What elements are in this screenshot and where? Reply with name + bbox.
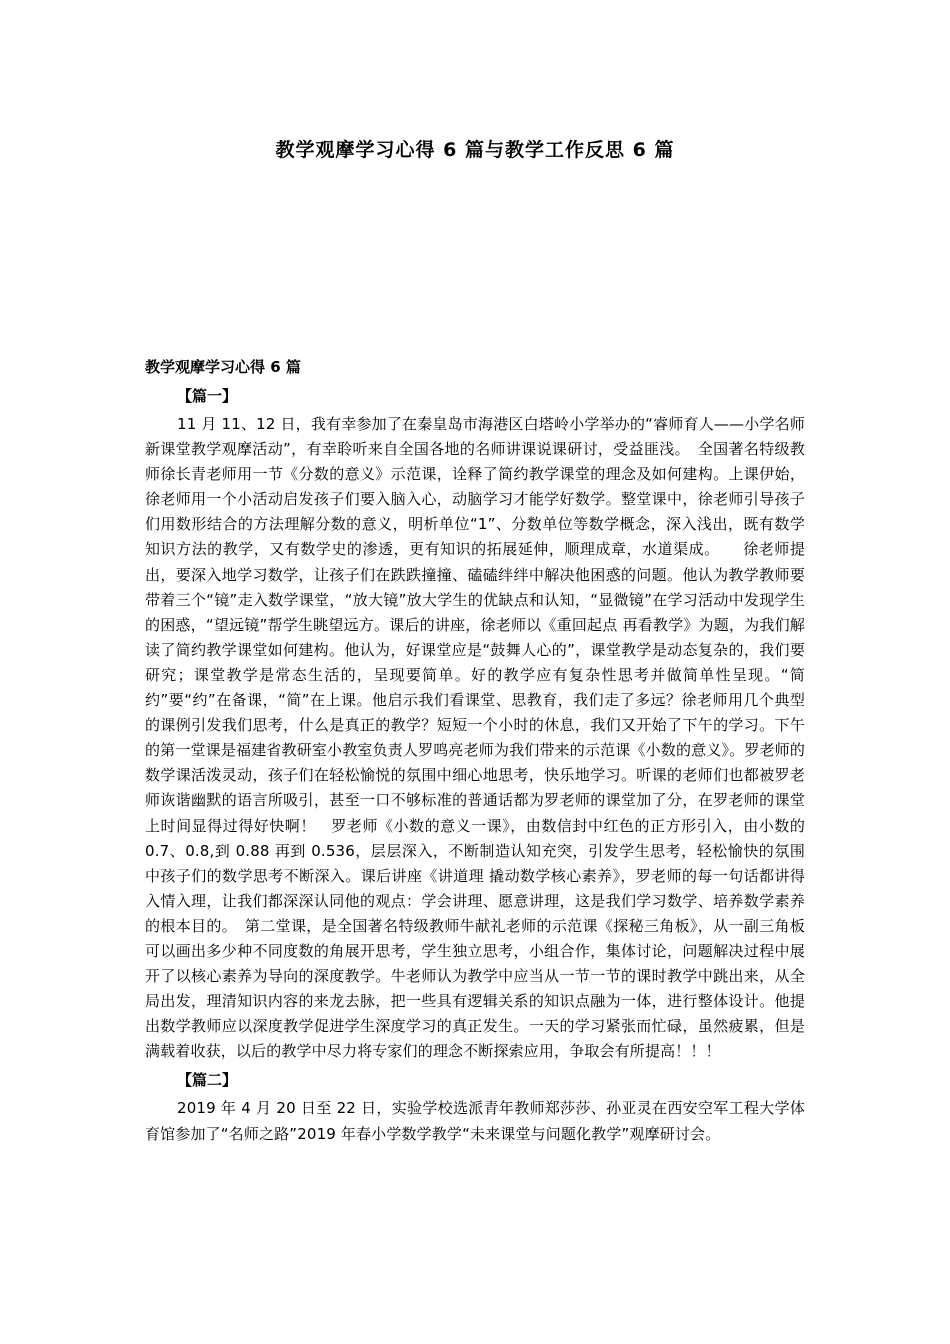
part-two bbox=[145, 1068, 805, 1146]
part-heading: 【篇一】 bbox=[177, 387, 238, 405]
part-paragraph: 2019 年 4 月 20 日至 22 日，实验学校选派青年教师郑莎莎、孙亚灵在西安空军工程大学体育馆参加了“名师之路”2019 年春小学数学教学“未来课堂与问题化教学”观摩研讨会。 bbox=[145, 1099, 805, 1143]
part-heading: 【篇二】 bbox=[177, 1071, 238, 1090]
document-title: 教学观摩学习心得 6 篇与教学工作反思 6 篇 bbox=[275, 139, 675, 161]
part-paragraph: 11 月 11、12 日，我有幸参加了在秦皇岛市海港区白塔岭小学举办的“睿师育人——小学名师新课堂教学观摩活动”，有幸聆听来自全国各地的名师讲课说课研讨，受益匪浅。 全国著名特级教师徐长青老师用一节《分数的意义》示范课，诠释了简约教学课堂的理念及如何建构。上课伊始，徐老师用一个小活动启发孩子们要入脑入心，动脑学习才能学好数学。整堂课中，徐老师引导孩子们用数形结合的方法理解分数的意义，明析单位“1”、分数单位等数学概念，深入浅出，既有数学知识方法的教学，又有数学史的渗透，更有知识的拓展延伸，顺理成章，水道渠成。 徐老师提出，要深入地学习数学，让孩子们在跌跌撞撞、磕磕绊绊中解决他困惑的问题。他认为教学教师要带着三个“镜”走入数学课堂，“放大镜”放大学生的优缺点和认知，“显微镜”在学习活动中发现学生的困惑，“望远镜”帮学生眺望远方。课后的讲座，徐老师以《重回起点 再看教学》为题，为我们解读了简约教学课堂如何建构。他认为，好课堂应是“鼓舞人心的”，课堂教学是动态复杂的，我们要研究；课堂教学是常态生活的，呈现要简单。好的教学应有复杂性思考并做简单性呈现。“简约”要“约”在备课，“简”在上课。他启示我们看课堂、思教育，我们走了多远？徐老师用几个典型的课例引发我们思考，什么是真正的教学？短短一个小时的休息，我们又开始了下午的学习。下午的第一堂课是福建省教研室小教室负责人罗鸣亮老师为我们带来的示范课《小数的意义》。罗老师的数学课活泼灵动，孩子们在轻松愉悦的氛围中细心地思考，快乐地学习。听课的老师们也都被罗老师诙谐幽默的语言所吸引，甚至一口不够标准的普通话都为罗老师的课堂加了分，在罗老师的课堂上时间显得过得好快啊！ 罗老师《小数的意义一课》，由数信封中红色的正方形引入，由小数的 0.7、0.8,到 0.88 再到 0.536，层层深入，不断制造认知充突，引发学生思考，轻松愉快的氛围中孩子们的数学思考不断深入。课后讲座《讲道理 撬动数学核心素养》，罗老师的每一句话都讲得入情入理，让我们都深深认同他的观点：学会讲理、愿意讲理，这是我们学习数学、培养数学素养的根本目的。 第二堂课，是全国著名特级教师牛献礼老师的示范课《探秘三角板》，从一副三角板可以画出多少种不同度数的角展开思考，学生独立思考，小组合作，集体讨论，问题解决过程中展开了以核心素养为导向的深度教学。牛老师认为教学中应当从一节一节的课时教学中跳出来，从全局出发，理清知识内容的来龙去脉，把一些具有逻辑关系的知识点融为一体，进行整体设计。他提出数学教师应以深度教学促进学生深度学习的真正发生。一天的学习紧张而忙碌，虽然疲累，但是满载着收获，以后的教学中尽力将专家们的理念不断探索应用，争取会有所提高！！！ bbox=[145, 415, 805, 1061]
part-one bbox=[145, 384, 805, 1064]
document-body bbox=[145, 384, 805, 1151]
section-heading: 教学观摩学习心得 6 篇 bbox=[145, 358, 301, 376]
